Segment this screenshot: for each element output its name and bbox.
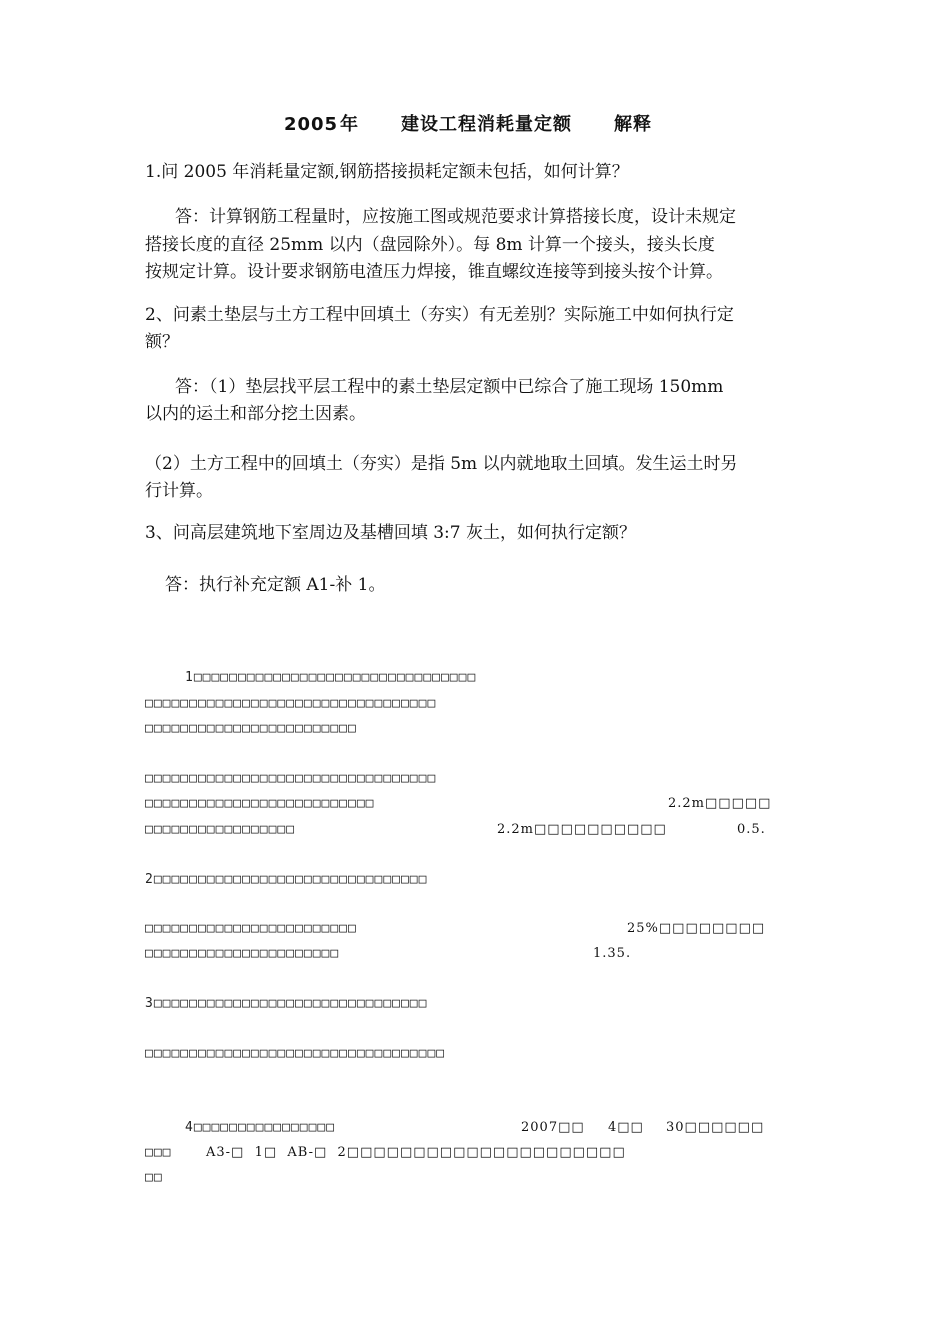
garbled-line-tail: 25%□□□□□□□□ <box>627 921 766 936</box>
answer-2a-line-2: 以内的运土和部分挖土因素。 <box>145 404 366 424</box>
garbled-line: □□□□□□□□□□□□□□□□□□□□□□□□□□□□□□□□□ <box>145 696 437 711</box>
garbled-line-tail: 0.5. <box>737 822 766 837</box>
answer-1-line-3: 按规定计算。设计要求钢筋电渣压力焊接，锥直螺纹连接等到接头按个计算。 <box>145 262 723 282</box>
garbled-line-part: 30□□□□□□ <box>666 1120 765 1135</box>
garbled-line: 2□□□□□□□□□□□□□□□□□□□□□□□□□□□□□□□ <box>145 872 428 887</box>
answer-3: 答：执行补充定额 A1-补 1。 <box>165 575 386 595</box>
title-year: 2005 <box>283 114 339 135</box>
title-year-suffix: 年 <box>340 114 360 135</box>
document-title <box>0 110 950 136</box>
garbled-line-part: 2007□□ <box>521 1120 585 1135</box>
garbled-line: □□□□□□□□□□□□□□□□□□□□□□□□ <box>145 921 357 936</box>
garbled-line-mid: 2.2m□□□□□□□□□□ <box>497 822 667 837</box>
garbled-line: □□ <box>145 1170 163 1185</box>
answer-2a-line-1: 答：（1）垫层找平层工程中的素土垫层定额中已综合了施工现场 150mm <box>175 377 724 397</box>
garbled-line: 4□□□□□□□□□□□□□□□□ <box>185 1120 336 1135</box>
answer-1-line-2: 搭接长度的直径 25mm 以内（盘园除外）。每 8m 计算一个接头，接头长度 <box>145 235 715 255</box>
question-1: 1.问 2005 年消耗量定额,钢筋搭接损耗定额未包括，如何计算？ <box>145 162 629 182</box>
garbled-line: □□□□□□□□□□□□□□□□□ <box>145 822 296 837</box>
garbled-line: □□□□□□□□□□□□□□□□□□□□□□□□ <box>145 721 357 736</box>
answer-1-line-1: 答：计算钢筋工程量时，应按施工图或规范要求计算搭接长度，设计未规定 <box>175 207 736 227</box>
garbled-line-part: A3-□ 1□ AB-□ 2□□□□□□□□□□□□□□□□□□□□□ <box>206 1145 626 1160</box>
garbled-line: 3□□□□□□□□□□□□□□□□□□□□□□□□□□□□□□□ <box>145 996 428 1011</box>
title-sub: 解释 <box>614 114 653 135</box>
answer-2b-line-1: （2）土方工程中的回填土（夯实）是指 5m 以内就地取土回填。发生运土时另 <box>145 454 738 474</box>
question-2-line-1: 2、问素土垫层与土方工程中回填土（夯实）有无差别？实际施工中如何执行定 <box>145 305 734 325</box>
garbled-line: 1□□□□□□□□□□□□□□□□□□□□□□□□□□□□□□□□ <box>185 670 477 685</box>
garbled-line: □□□□□□□□□□□□□□□□□□□□□□ <box>145 946 340 961</box>
garbled-line-part: 4□□ <box>608 1120 644 1135</box>
question-3: 3、问高层建筑地下室周边及基槽回填 3:7 灰土，如何执行定额？ <box>145 523 636 543</box>
garbled-line-tail: 2.2m□□□□□ <box>668 796 772 811</box>
garbled-line: □□□□□□□□□□□□□□□□□□□□□□□□□□□□□□□□□□ <box>145 1046 446 1061</box>
garbled-line-tail: 1.35. <box>593 946 632 961</box>
question-2-line-2: 额？ <box>145 332 179 352</box>
answer-2b-line-2: 行计算。 <box>145 481 213 501</box>
garbled-line: □□□□□□□□□□□□□□□□□□□□□□□□□□ <box>145 796 375 811</box>
garbled-line: □□□ <box>145 1145 172 1160</box>
garbled-line: □□□□□□□□□□□□□□□□□□□□□□□□□□□□□□□□□ <box>145 771 437 786</box>
title-main: 建设工程消耗量定额 <box>401 114 573 135</box>
